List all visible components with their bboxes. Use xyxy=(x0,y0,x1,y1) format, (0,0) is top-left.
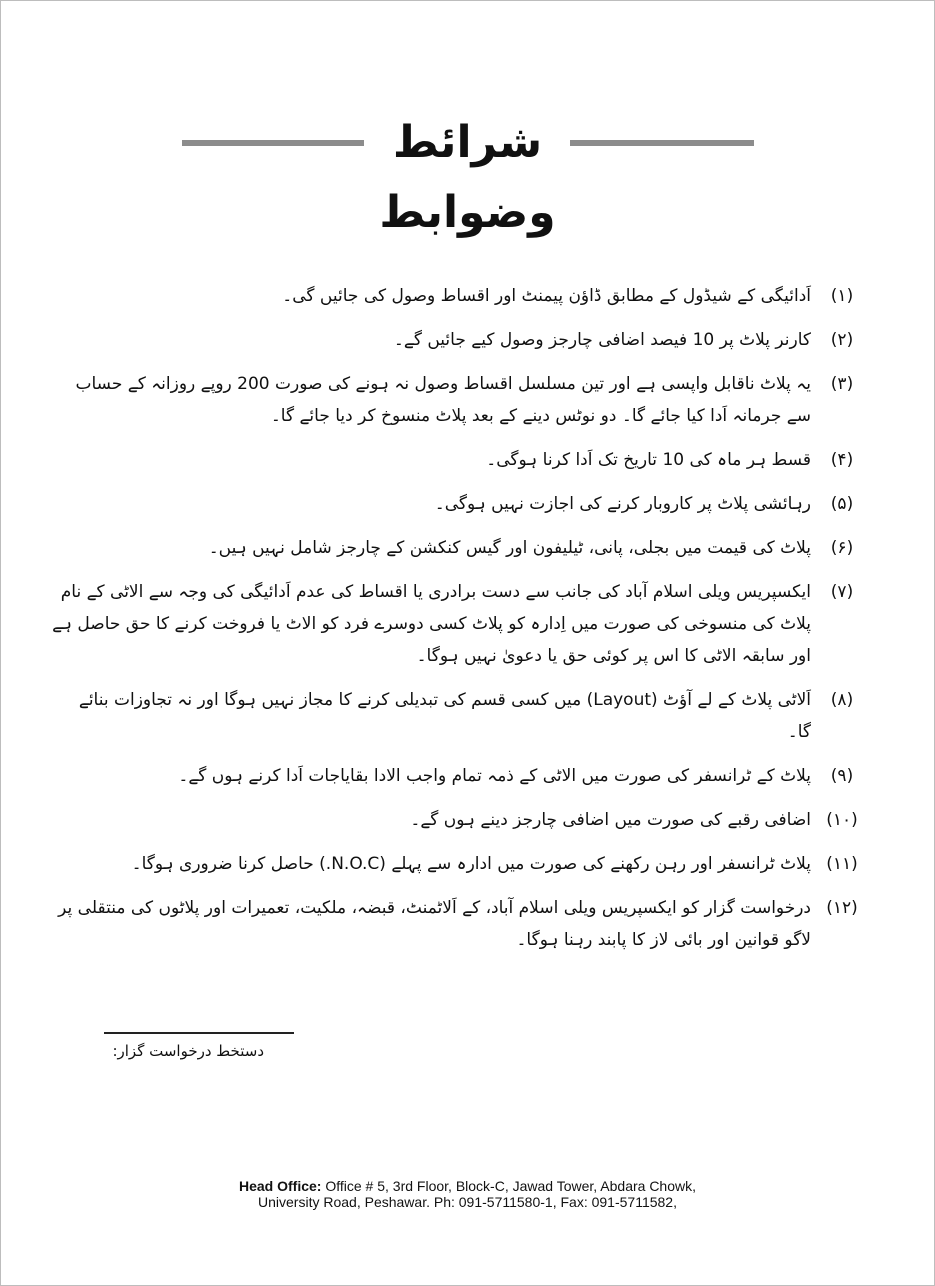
title-rule-right xyxy=(570,140,754,146)
term-text: اَدائیگی کے شیڈول کے مطابق ڈاؤن پیمنٹ اور اقساط وصول کی جائیں گی۔ xyxy=(282,286,811,306)
term-text: پلاٹ کے ٹرانسفر کی صورت میں الاٹی کے ذمہ تمام واجب الادا بقایاجات اَدا کرنے ہوں گے۔ xyxy=(178,766,811,786)
footer-address-line-2: University Road, Peshawar. Ph: 091-5711580-1, Fax: 091-5711582, xyxy=(258,1194,677,1210)
page-title: شرائط وضوابط xyxy=(379,117,556,238)
term-number: (۵) xyxy=(830,494,854,514)
terms-list xyxy=(52,280,873,968)
term-text: رہائشی پلاٹ پر کاروبار کرنے کی اجازت نہیں ہوگی۔ xyxy=(434,494,811,514)
term-number: (۴) xyxy=(830,450,854,470)
term-item xyxy=(58,892,873,956)
term-number: (۱) xyxy=(830,286,854,306)
term-number: (۸) xyxy=(830,690,854,710)
term-item xyxy=(52,576,873,672)
term-text: پلاٹ ٹرانسفر اور رہن رکھنے کی صورت میں ادارہ سے پہلے (N.O.C.) حاصل کرنا ضروری ہوگا۔ xyxy=(131,854,811,874)
footer-address-line-1: Office # 5, 3rd Floor, Block-C, Jawad Tower, Abdara Chowk, xyxy=(325,1178,697,1194)
term-item xyxy=(58,444,873,476)
term-item xyxy=(58,280,873,312)
term-number: (۹) xyxy=(830,766,854,786)
title-rule-left xyxy=(182,140,364,146)
term-number: (۱۲) xyxy=(826,898,858,918)
term-number: (۱۰) xyxy=(826,810,858,830)
term-text: پلاٹ کی قیمت میں بجلی، پانی، ٹیلیفون اور گیس کنکشن کے چارجز شامل نہیں ہیں۔ xyxy=(208,538,811,558)
term-number: (۷) xyxy=(830,582,854,602)
footer-line-1 xyxy=(0,1178,935,1194)
term-item xyxy=(58,760,873,792)
term-item xyxy=(58,488,873,520)
footer-address xyxy=(0,1178,935,1210)
term-text: ایکسپریس ویلی اسلام آباد کی جانب سے دست برادری یا اقساط کی عدم اَدائیگی کی وجہ سے الاٹی کے نام پلاٹ کی منسوخی کی صورت میں اِدارہ کو پلاٹ کسی دوسرے فرد کو الاٹ یا فروخت کرنے کا حق حاصل ہے اور سابقہ الاٹی کا اس پر کوئی حق یا دعویٰ نہیں ہوگا۔ xyxy=(52,582,811,666)
term-text: قسط ہر ماہ کی 10 تاریخ تک اَدا کرنا ہوگی۔ xyxy=(486,450,811,470)
term-item xyxy=(58,324,873,356)
footer-head-office-label: Head Office: xyxy=(238,1178,322,1194)
term-number: (۳) xyxy=(830,374,854,394)
term-item xyxy=(58,684,873,748)
signature-label: دستخط درخواست گزار: xyxy=(112,1042,264,1060)
signature-line xyxy=(104,1032,294,1034)
term-text: کارنر پلاٹ پر 10 فیصد اضافی چارجز وصول کیے جائیں گے۔ xyxy=(393,330,811,350)
term-text: اضافی رقبے کی صورت میں اضافی چارجز دینے ہوں گے۔ xyxy=(410,810,811,830)
term-text: درخواست گزار کو ایکسپریس ویلی اسلام آباد، کے اَلاٹمنٹ، قبضہ، ملکیت، تعمیرات اور پلاٹوں کی منتقلی پر لاگو قوانین اور بائی لاز کا پابند رہنا ہوگا۔ xyxy=(58,898,811,950)
term-item xyxy=(58,532,873,564)
term-number: (۲) xyxy=(830,330,854,350)
title-row xyxy=(0,108,935,238)
term-item xyxy=(58,368,873,432)
term-number: (۱۱) xyxy=(826,854,858,874)
term-item xyxy=(58,848,873,880)
term-number: (۶) xyxy=(830,538,854,558)
term-item xyxy=(58,804,873,836)
term-text: یہ پلاٹ ناقابل واپسی ہے اور تین مسلسل اقساط وصول نہ ہونے کی صورت 200 روپے روزانہ کے حساب سے جرمانہ اَدا کیا جائے گا۔ دو نوٹس دینے کے بعد پلاٹ منسوخ کر دیا جائے گا۔ xyxy=(75,374,811,426)
term-text: اَلاٹی پلاٹ کے لے آؤٹ (Layout) میں کسی قسم کی تبدیلی کرنے کا مجاز نہیں ہوگا اور نہ تجاوزات بنائے گا۔ xyxy=(78,690,811,742)
